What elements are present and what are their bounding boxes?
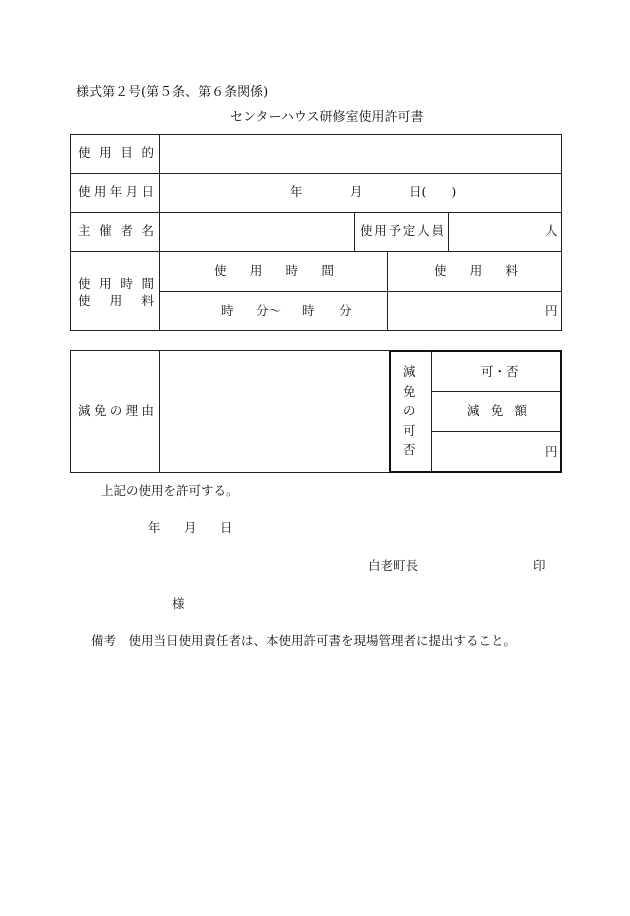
time-fee-label-time: 使 用 時 間	[78, 276, 154, 291]
time-hour-to: 時	[302, 303, 315, 318]
usage-fee-field[interactable]	[388, 292, 560, 329]
reduction-amount-field[interactable]	[432, 432, 560, 471]
date-month-unit: 月	[350, 184, 363, 199]
reduction-reason-field[interactable]	[160, 351, 388, 472]
reduction-approval-label: 減 免 の 可 否	[403, 364, 416, 457]
reduction-amount-label: 減 免 額	[467, 403, 527, 418]
expected-people-label: 使 用 予 定 人 員	[360, 223, 444, 238]
usage-fee-header: 使 用 料	[434, 263, 518, 278]
expected-people-field[interactable]	[449, 213, 560, 250]
people-unit: 人	[545, 223, 558, 238]
time-minute-to: 分	[339, 303, 352, 318]
approve-reject-option[interactable]: 可・否	[481, 364, 519, 379]
addressee-suffix: 様	[172, 596, 185, 611]
seal-mark: 印	[533, 558, 546, 573]
organizer-label: 主 催 者 名	[78, 223, 154, 238]
purpose-label: 使 用 目 的	[78, 145, 154, 160]
purpose-field[interactable]	[160, 135, 560, 172]
issuer-mayor: 白老町長	[368, 558, 419, 573]
time-fee-label-fee: 使 用 料	[78, 293, 154, 308]
form-number: 様式第２号(第５条、第６条関係)	[76, 85, 269, 100]
fee-yen-unit: 円	[545, 303, 558, 318]
issue-date-month: 月	[184, 520, 197, 535]
time-hour-from: 時	[221, 303, 234, 318]
usage-time-header: 使 用 時 間	[214, 263, 334, 278]
remarks-note: 備考 使用当日使用責任者は、本使用許可書を現場管理者に提出すること。	[91, 633, 517, 648]
reduction-reason-label: 減 免 の 理 由	[78, 403, 154, 418]
issue-date-day: 日	[220, 520, 233, 535]
date-label: 使 用 年 月 日	[78, 184, 154, 199]
date-year-unit: 年	[290, 184, 303, 199]
document-title: センターハウス研修室使用許可書	[230, 110, 424, 125]
organizer-field[interactable]	[160, 213, 353, 250]
amount-yen-unit: 円	[545, 444, 558, 459]
permit-statement: 上記の使用を許可する。	[101, 483, 239, 498]
date-day-unit: 日( )	[409, 184, 457, 199]
issue-date-year: 年	[148, 520, 161, 535]
time-minute-from: 分〜	[256, 303, 282, 318]
